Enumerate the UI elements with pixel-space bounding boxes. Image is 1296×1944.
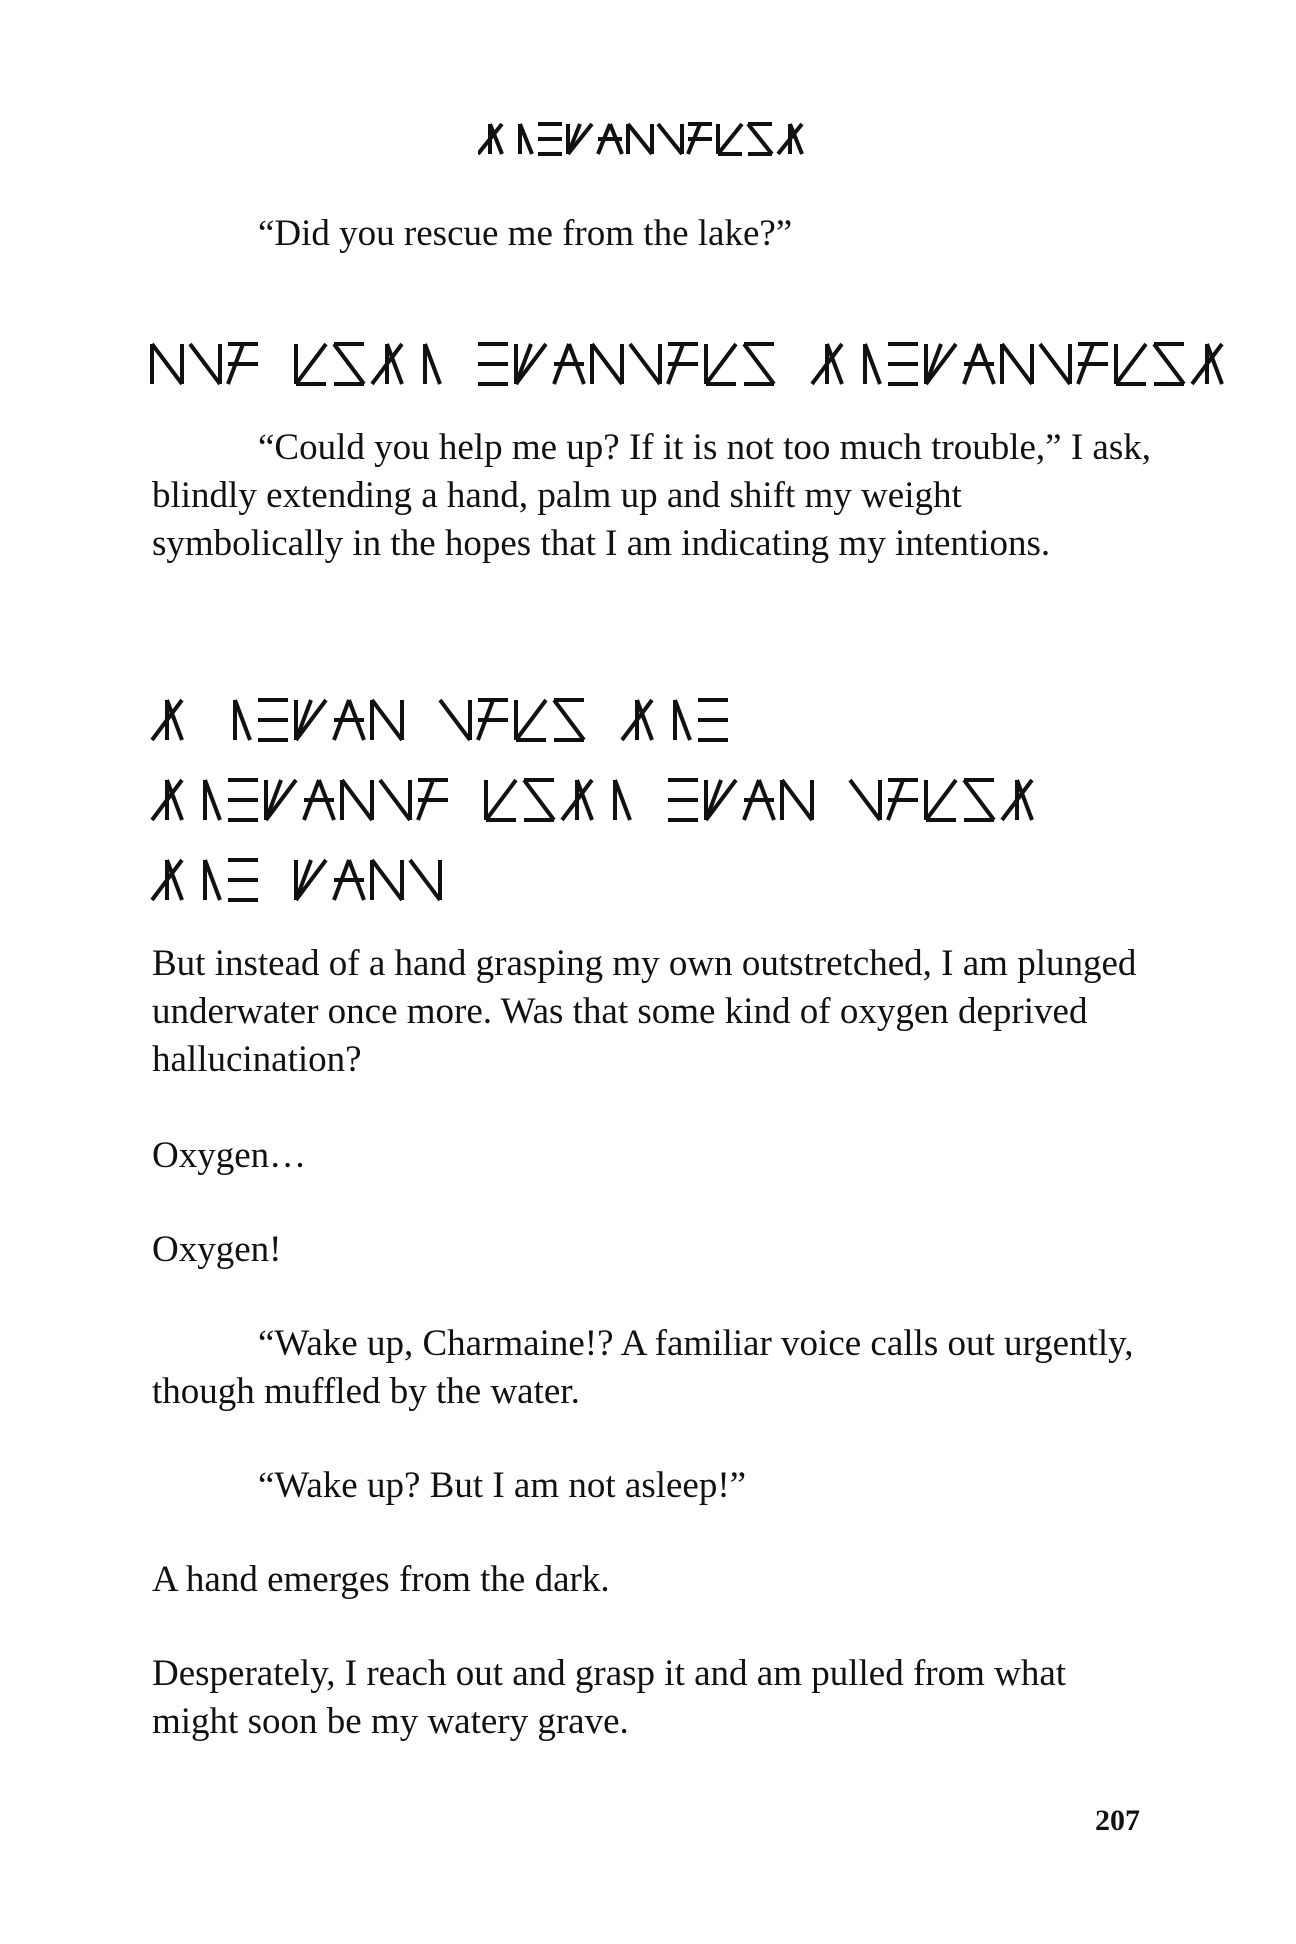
glyph-mark [440,700,470,740]
glyph-mark [554,344,584,384]
glyph-line-2b [152,772,1152,828]
glyph-mark [228,860,258,900]
glyph-mark [524,780,554,820]
glyph-mark [516,344,546,384]
glyph-mark [296,700,326,740]
glyph-mark [615,780,630,820]
glyph-mark [1154,344,1184,384]
paragraph-8: A hand emerges from the dark. [152,1559,610,1600]
paragraph-3: But instead of a hand grasping my own outstretched, I am plunged underwater once more. Was that some kind of oxygen deprived hallucination? [152,943,1137,1080]
glyph-mark [152,860,182,900]
glyph-mark [568,124,592,154]
glyph-mark [668,780,698,820]
glyph-mark [658,124,682,154]
glyph-mark [190,344,220,384]
glyph-mark [1002,344,1032,384]
glyph-mark [748,124,772,154]
glyph-mark [675,700,690,740]
paragraph-4: Oxygen… [152,1135,307,1176]
glyph-mark [926,344,956,384]
glyph-text [152,336,1152,392]
glyph-mark [380,780,410,820]
glyph-mark [478,700,508,740]
glyph-mark [152,700,182,740]
glyph-mark [478,344,508,384]
glyph-mark [342,780,372,820]
glyph-mark [418,780,448,820]
header-glyph-word [478,116,818,160]
glyph-mark [235,700,250,740]
glyph-mark [334,860,364,900]
glyph-mark [1002,780,1032,820]
glyph-mark [304,780,334,820]
glyph-mark [622,700,652,740]
glyph-mark [334,700,364,740]
glyph-mark [372,344,402,384]
glyph-mark [706,780,736,820]
glyph-mark [1116,344,1146,384]
page-number: 207 [1095,1804,1140,1837]
glyph-mark [926,780,956,820]
glyph-mark [1040,344,1070,384]
paragraph-7: “Wake up? But I am not asleep!” [258,1465,747,1506]
glyph-mark [258,700,288,740]
glyph-mark [850,780,880,820]
glyph-mark [205,860,220,900]
glyph-mark [706,344,736,384]
glyph-mark [554,700,584,740]
glyph-mark [964,780,994,820]
glyph-mark [228,780,258,820]
glyph-mark [782,780,812,820]
glyph-mark [372,700,402,740]
glyph-text [152,852,1152,908]
glyph-mark [205,780,220,820]
glyph-mark [296,860,326,900]
glyph-mark [562,780,592,820]
glyph-line-2c [152,852,1152,908]
glyph-mark [698,700,728,740]
glyph-mark [538,124,562,154]
glyph-mark [516,700,546,740]
paragraph-9: Desperately, I reach out and grasp it and am pulled from what might soon be my watery grave. [152,1653,1067,1742]
glyph-mark [334,344,364,384]
glyph-mark [152,780,182,820]
glyph-line-1 [152,336,1152,392]
glyph-line-2a [152,692,1152,748]
glyph-mark [478,124,502,154]
glyph-mark [266,780,296,820]
glyph-mark [598,124,622,154]
glyph-text [152,692,1152,748]
glyph-mark [744,344,774,384]
glyph-mark [592,344,622,384]
glyph-mark [718,124,742,154]
glyph-mark [964,344,994,384]
glyph-mark [865,344,880,384]
paragraph-6: “Wake up, Charmaine!? A familiar voice calls out urgently, though muffled by the water. [152,1323,1134,1412]
running-header-glyphs [0,116,1296,160]
paragraph-1: “Did you rescue me from the lake?” [258,213,793,254]
glyph-mark [744,780,774,820]
glyph-mark [410,860,440,900]
glyph-mark [812,344,842,384]
glyph-mark [228,344,258,384]
glyph-mark [630,344,660,384]
glyph-mark [152,344,182,384]
glyph-mark [1192,344,1222,384]
glyph-mark [296,344,326,384]
glyph-text [152,772,1152,828]
glyph-mark [372,860,402,900]
paragraph-2: “Could you help me up? If it is not too much trouble,” I ask, blindly extending a hand, palm up and shift my weight symbolically in the hopes that I am indicating my intentions. [152,427,1151,564]
glyph-mark [688,124,712,154]
glyph-mark [1078,344,1108,384]
paragraph-5: Oxygen! [152,1229,282,1270]
glyph-mark [520,124,532,154]
glyph-mark [668,344,698,384]
glyph-mark [425,344,440,384]
glyph-mark [888,344,918,384]
glyph-mark [628,124,652,154]
glyph-mark [888,780,918,820]
glyph-mark [778,124,802,154]
glyph-mark [486,780,516,820]
